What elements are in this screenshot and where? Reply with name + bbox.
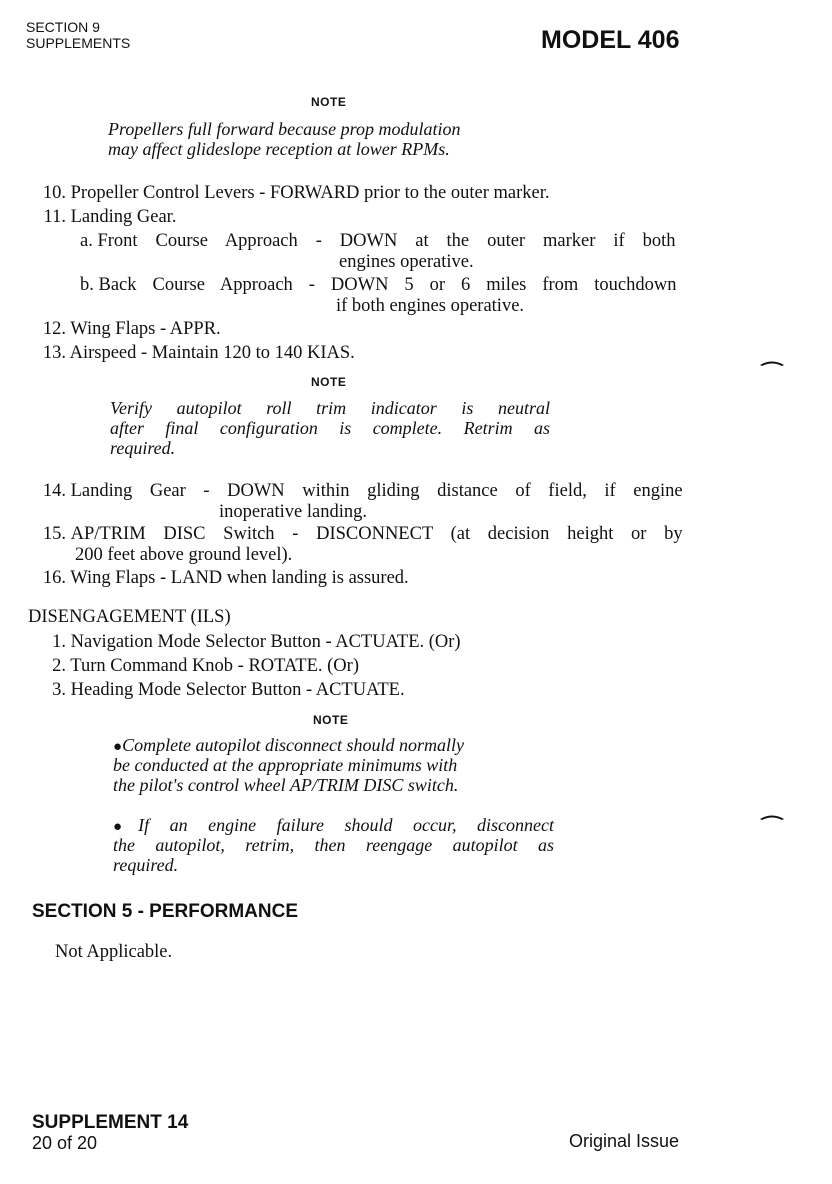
note2-line3: required. [110,438,176,458]
note1-line2: may affect glideslope reception at lower RPMs. [108,139,450,159]
item-text: Heading Mode Selector Button - ACTUATE. [70,680,405,700]
step-text: Propeller Control Levers - FORWARD prior to the outer marker. [70,183,550,203]
note-label: NOTE [311,375,347,389]
step-number: 14. [42,481,66,501]
note3-bullet1-line1 [113,735,464,757]
step-11b-cont: if both engines operative. [336,296,525,316]
section5-body: Not Applicable. [55,942,173,962]
note1-line1: Propellers full forward because prop modulation [108,119,461,139]
model-title: MODEL 406 [541,26,680,54]
step-11a [80,231,675,252]
note-label: NOTE [313,713,349,727]
step-number: 13. [42,343,66,363]
step-number: 15. [42,524,66,544]
note3-bullet2-line2: the autopilot, retrim, then reengage autopilot as [113,835,554,855]
step-12 [30,319,221,340]
step-number: 16. [42,568,66,588]
item-text: Turn Command Knob - ROTATE. (Or) [70,656,359,676]
step-14-cont: inoperative landing. [219,502,367,522]
revision-bar-mark [760,814,784,820]
step-number: 11. [43,207,66,227]
note-label: NOTE [311,95,347,109]
step-text: Wing Flaps - LAND when landing is assured. [70,568,409,588]
item-number: 3. [52,680,66,700]
footer-issue: Original Issue [569,1131,680,1151]
step-16 [30,568,409,589]
step-number: 10. [42,183,66,203]
step-15-cont: 200 feet above ground level). [75,545,293,565]
step-11a-cont: engines operative. [339,252,474,272]
step-15 [30,524,683,545]
bullet-text: If an engine failure should occur, disconnect [138,815,555,835]
header-supplements: SUPPLEMENTS [26,35,131,51]
item-number: 1. [52,632,66,652]
disengage-item-2 [30,656,359,677]
step-letter: b. [80,275,94,295]
item-text: Navigation Mode Selector Button - ACTUATE. (Or) [70,632,461,652]
footer-page-number: 20 of 20 [32,1133,98,1153]
step-text: Landing Gear - DOWN within gliding distance of field, if engine [70,481,683,501]
step-letter: a. [80,231,93,251]
footer-supplement: SUPPLEMENT 14 [32,1112,189,1133]
step-11b [80,275,677,296]
step-11 [30,207,176,228]
step-text: Wing Flaps - APPR. [70,319,221,339]
step-number: 12. [42,319,66,339]
section5-title: SECTION 5 - PERFORMANCE [32,901,299,922]
revision-bar-mark [760,360,784,366]
bullet-text: Complete autopilot disconnect should normally [122,735,465,755]
item-number: 2. [52,656,66,676]
note3-bullet2-line1 [113,815,554,837]
note3-bullet1-line2: be conducted at the appropriate minimums with [113,755,458,775]
step-text: Airspeed - Maintain 120 to 140 KIAS. [69,343,355,363]
note3-bullet2-line3: required. [113,855,179,875]
disengage-item-1 [30,632,461,653]
step-13 [30,343,355,364]
step-text: AP/TRIM DISC Switch - DISCONNECT (at decision height or by [70,524,683,544]
step-10 [30,183,549,204]
step-text: Landing Gear. [70,207,177,227]
step-text: Back Course Approach - DOWN 5 or 6 miles from touchdown [98,275,677,295]
note2-line1: Verify autopilot roll trim indicator is neutral [110,398,550,418]
note3-bullet1-line3: the pilot's control wheel AP/TRIM DISC switch. [113,775,459,795]
note2-line2: after final configuration is complete. Retrim as [110,418,550,438]
disengagement-title: DISENGAGEMENT (ILS) [28,607,231,627]
step-text: Front Course Approach - DOWN at the outer marker if both [97,231,676,251]
bullet-icon: ● [113,819,139,835]
disengage-item-3 [30,680,405,701]
step-14 [30,481,683,502]
bullet-icon: ● [113,739,123,755]
header-section: SECTION 9 [26,19,100,35]
